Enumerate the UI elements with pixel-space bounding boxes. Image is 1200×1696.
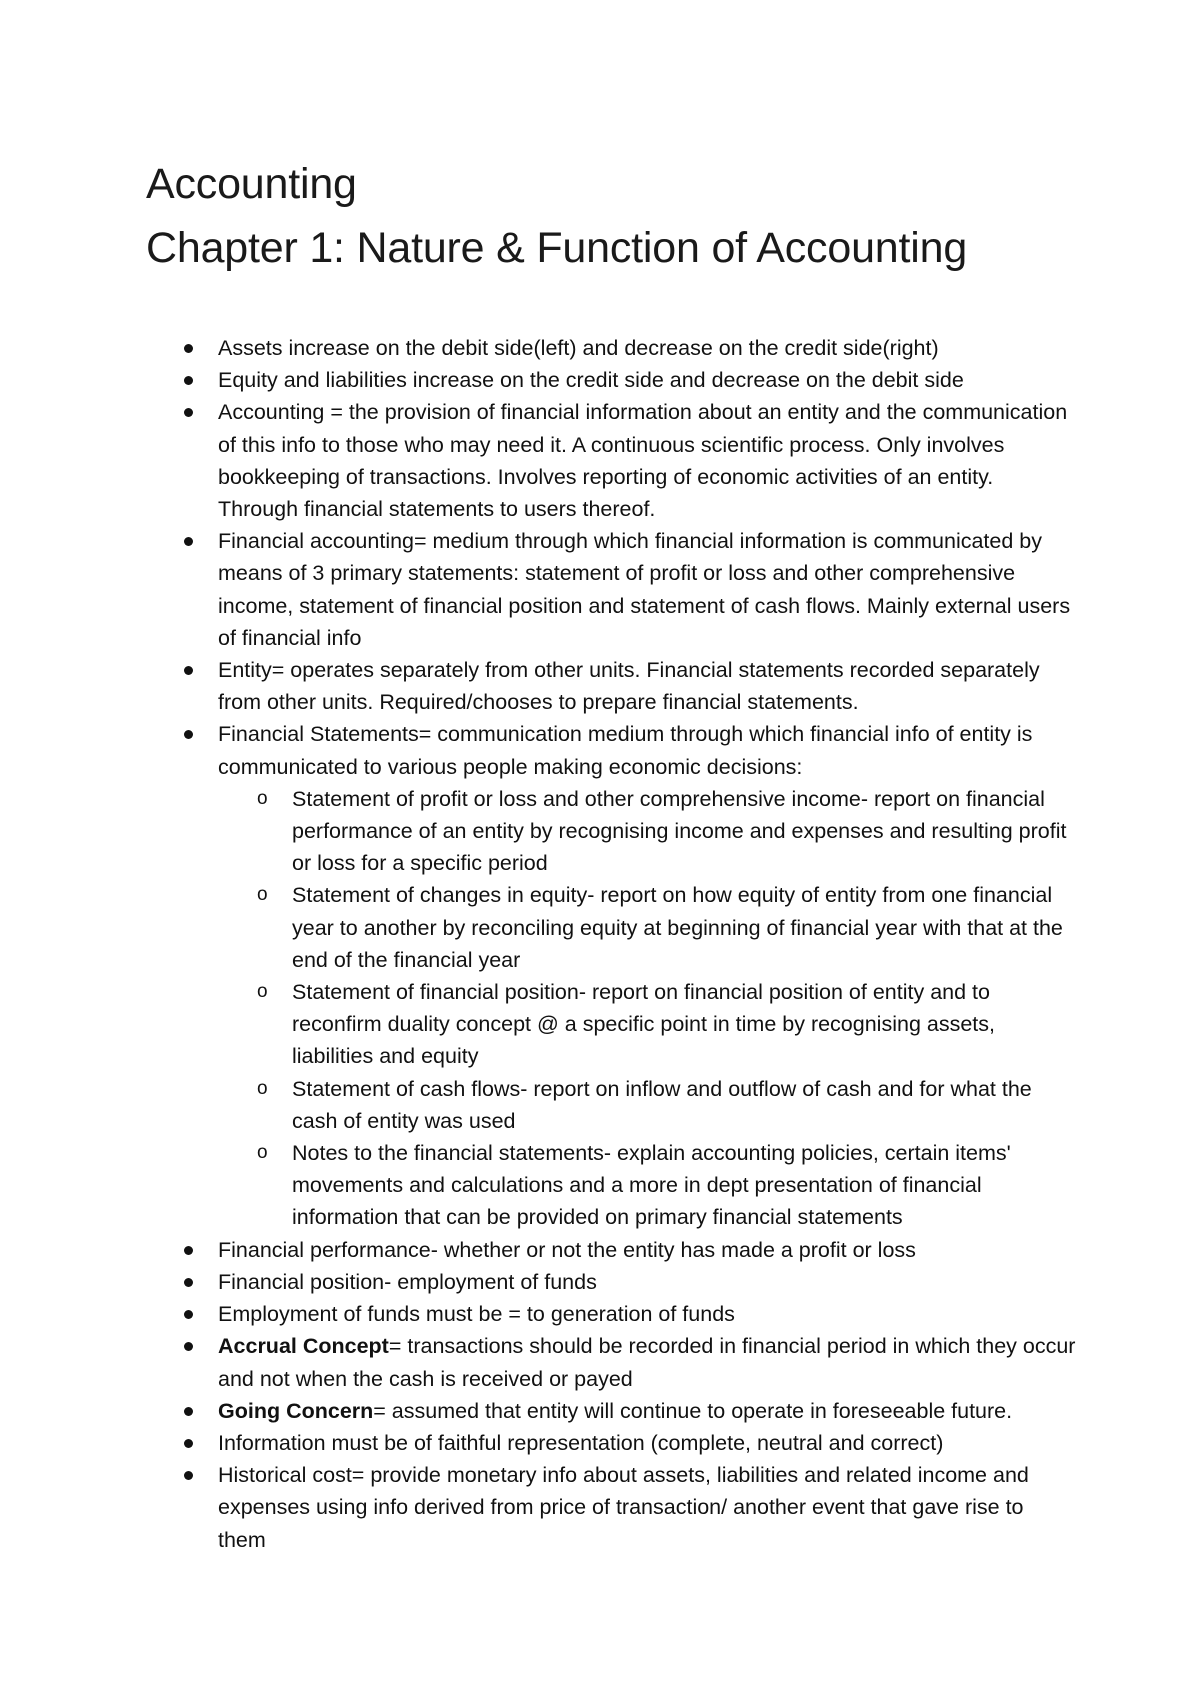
circle-bullet-icon: o	[257, 1077, 268, 1099]
sublist-item: o Notes to the financial statements- explain accounting policies, certain items' movements and calculations and a more in dept presentation of financial information that can be provided on primary financial statements	[218, 1137, 1076, 1234]
term-going-concern: Going Concern	[218, 1398, 374, 1423]
subtitle-line: Chapter 1: Nature & Function of Accounting	[146, 224, 968, 272]
list-item: Employment of funds must be = to generation of funds	[146, 1298, 1076, 1330]
list-item: Going Concern= assumed that entity will continue to operate in foreseeable future.	[146, 1395, 1076, 1427]
list-item: Financial Statements= communication medium through which financial info of entity is communicated to various people making economic decisions: o Statement of profit or loss and other comprehensive income- report on financial performance of an entity by recognising income and expenses and resulting profit or loss for a specific period o Statement of changes in equity- report on how equity of entity from one financial year to another by reconciling equity at beginning of financial year with that at the end of the financial year o Statement of financial position- report on financial position of entity and to reconfirm duality concept @ a specific point in time by recognising assets, liabilities and equity o Statement of cash flows- report on inflow and outflow of cash and for what the cash of entity was used o Notes to the financial statements- explain accounting policies, certain items' movements and calculations and a more in dept presentation of financial information that can be provided on primary financial statements	[146, 718, 1076, 1233]
bullet-icon	[184, 730, 193, 739]
sublist-item: o Statement of changes in equity- report on how equity of entity from one financial year to another by reconciling equity at beginning of financial year with that at the end of the financial year	[218, 879, 1076, 976]
circle-bullet-icon: o	[257, 884, 268, 906]
bullet-icon	[184, 344, 193, 353]
list-item: Historical cost= provide monetary info about assets, liabilities and related income and expenses using info derived from price of transaction/ another event that gave rise to them	[146, 1459, 1076, 1556]
list-item: Financial performance- whether or not the entity has made a profit or loss	[146, 1234, 1076, 1266]
sublist-item: o Statement of profit or loss and other comprehensive income- report on financial performance of an entity by recognising income and expenses and resulting profit or loss for a specific period	[218, 783, 1076, 880]
bullet-icon	[184, 1342, 193, 1351]
list-item: Financial position- employment of funds	[146, 1266, 1076, 1298]
document-content	[146, 152, 1076, 1556]
financial-statements-sublist	[218, 783, 1076, 1234]
list-item: Assets increase on the debit side(left) and decrease on the credit side(right)	[146, 332, 1076, 364]
bullet-icon	[184, 1407, 193, 1416]
bullet-list	[146, 332, 1076, 1556]
bullet-icon	[184, 1278, 193, 1287]
bullet-icon	[184, 376, 193, 385]
bullet-icon	[184, 537, 193, 546]
title-line: Accounting	[146, 160, 357, 208]
circle-bullet-icon: o	[257, 787, 268, 809]
bullet-icon	[184, 1471, 193, 1480]
circle-bullet-icon: o	[257, 1142, 268, 1164]
bullet-icon	[184, 1310, 193, 1319]
list-item: Equity and liabilities increase on the credit side and decrease on the debit side	[146, 364, 1076, 396]
term-accrual-concept: Accrual Concept	[218, 1334, 389, 1359]
list-item: Financial accounting= medium through which financial information is communicated by means of 3 primary statements: statement of profit or loss and other comprehensive income, statement of financial position and statement of cash flows. Mainly external users of financial info	[146, 525, 1076, 654]
list-item: Accounting = the provision of financial information about an entity and the communication of this info to those who may need it. A continuous scientific process. Only involves bookkeeping of transactions. Involves reporting of economic activities of an entity. Through financial statements to users thereof.	[146, 396, 1076, 525]
sublist-item: o Statement of financial position- report on financial position of entity and to reconfirm duality concept @ a specific point in time by recognising assets, liabilities and equity	[218, 976, 1076, 1073]
bullet-icon	[184, 1246, 193, 1255]
list-item: Entity= operates separately from other units. Financial statements recorded separately from other units. Required/chooses to prepare financial statements.	[146, 654, 1076, 718]
circle-bullet-icon: o	[257, 981, 268, 1003]
bullet-icon	[184, 408, 193, 417]
list-item: Accrual Concept= transactions should be recorded in financial period in which they occur and not when the cash is received or payed	[146, 1330, 1076, 1394]
list-item: Information must be of faithful representation (complete, neutral and correct)	[146, 1427, 1076, 1459]
document-title	[146, 152, 1076, 280]
bullet-icon	[184, 666, 193, 675]
bullet-icon	[184, 1439, 193, 1448]
sublist-item: o Statement of cash flows- report on inflow and outflow of cash and for what the cash of entity was used	[218, 1073, 1076, 1137]
